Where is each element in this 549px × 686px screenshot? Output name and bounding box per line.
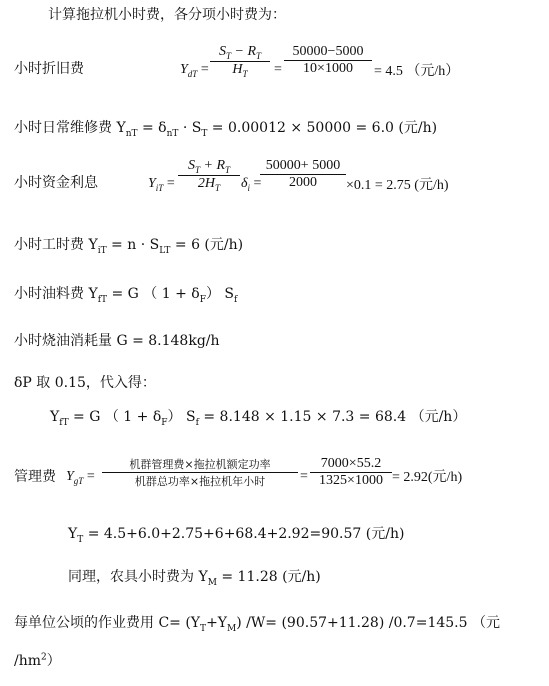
depreciation-label: 小时折旧费 <box>14 61 84 77</box>
interest-label: 小时资金利息 <box>14 175 98 191</box>
interest-lhs: $Y_{iT}$ = <box>148 176 175 193</box>
management-formula-fraction: 机群管理费×拖拉机额定功率 机群总功率×拖拉机年小时 <box>102 456 298 489</box>
consumption-line: 小时烧油消耗量 G = 8.148kg/h <box>14 333 220 349</box>
interest-delta: $\delta_i$ = <box>241 176 262 193</box>
management-eq: = <box>300 469 308 484</box>
implement-line: 同理，农具小时费为 $Y_M = 11.28$ (元/h) <box>68 569 321 588</box>
depreciation-result: = 4.5 （元/h） <box>374 64 460 79</box>
delta-p-line: δP 取 0.15，代入得： <box>14 375 156 391</box>
fuel-line: 小时油料费 $Y_{fT} = G$ （ $1 + \delta_F$） $S_f$ <box>14 286 238 305</box>
per-area-line-2: $/hm^2$） <box>14 652 61 669</box>
per-area-line: 每单位公顷的作业费用 $C= (Y_T+Y_M)$ /W= (90.57+11.28) /0.7=145.5 （元 <box>14 615 500 634</box>
depreciation-eq: = <box>274 62 282 77</box>
management-value-fraction: $\frac{7000\times 55.2}{1325\times 1000}$ <box>310 456 392 489</box>
maintenance-line: 小时日常维修费 $Y_{nT} = \delta_{nT} \cdot S_T = 0.00012 \times 50000 = 6.0$ (元/h) <box>14 120 438 139</box>
intro-text: 计算拖拉机小时费，各分项小时费为： <box>48 7 286 23</box>
management-lhs: $Y_{gT}$ = <box>66 469 95 486</box>
management-result: = 2.92(元/h) <box>392 470 463 485</box>
interest-result: ×0.1 = 2.75 (元/h) <box>346 178 449 193</box>
depreciation-value-fraction: $\frac{50000-5000}{10\times 1000}$ <box>284 44 372 77</box>
management-label: 管理费 <box>14 469 56 485</box>
depreciation-lhs: $Y_{dT}$ = <box>180 62 209 79</box>
interest-formula-fraction: $\frac{S_T + R_T}{2H_T}$ <box>178 158 240 193</box>
depreciation-formula-fraction: $\frac{S_T - R_T}{H_T}$ <box>210 44 270 79</box>
labor-line: 小时工时费 $Y_{iT} = n \cdot S_{LT} = 6$ (元/h) <box>14 237 244 256</box>
fuel-calc-line: $Y_{fT} = G$ （ $1 + \delta_F$） $S_f = 8.148 \times 1.15 \times 7.3 = 68.4$ （元/h） <box>50 409 467 428</box>
total-line: $Y_T = 4.5+6.0+2.75+6+68.4+2.92=90.57$ (元/h) <box>68 526 405 545</box>
interest-value-fraction: $\frac{50000+ 5000}{2000}$ <box>260 158 346 191</box>
